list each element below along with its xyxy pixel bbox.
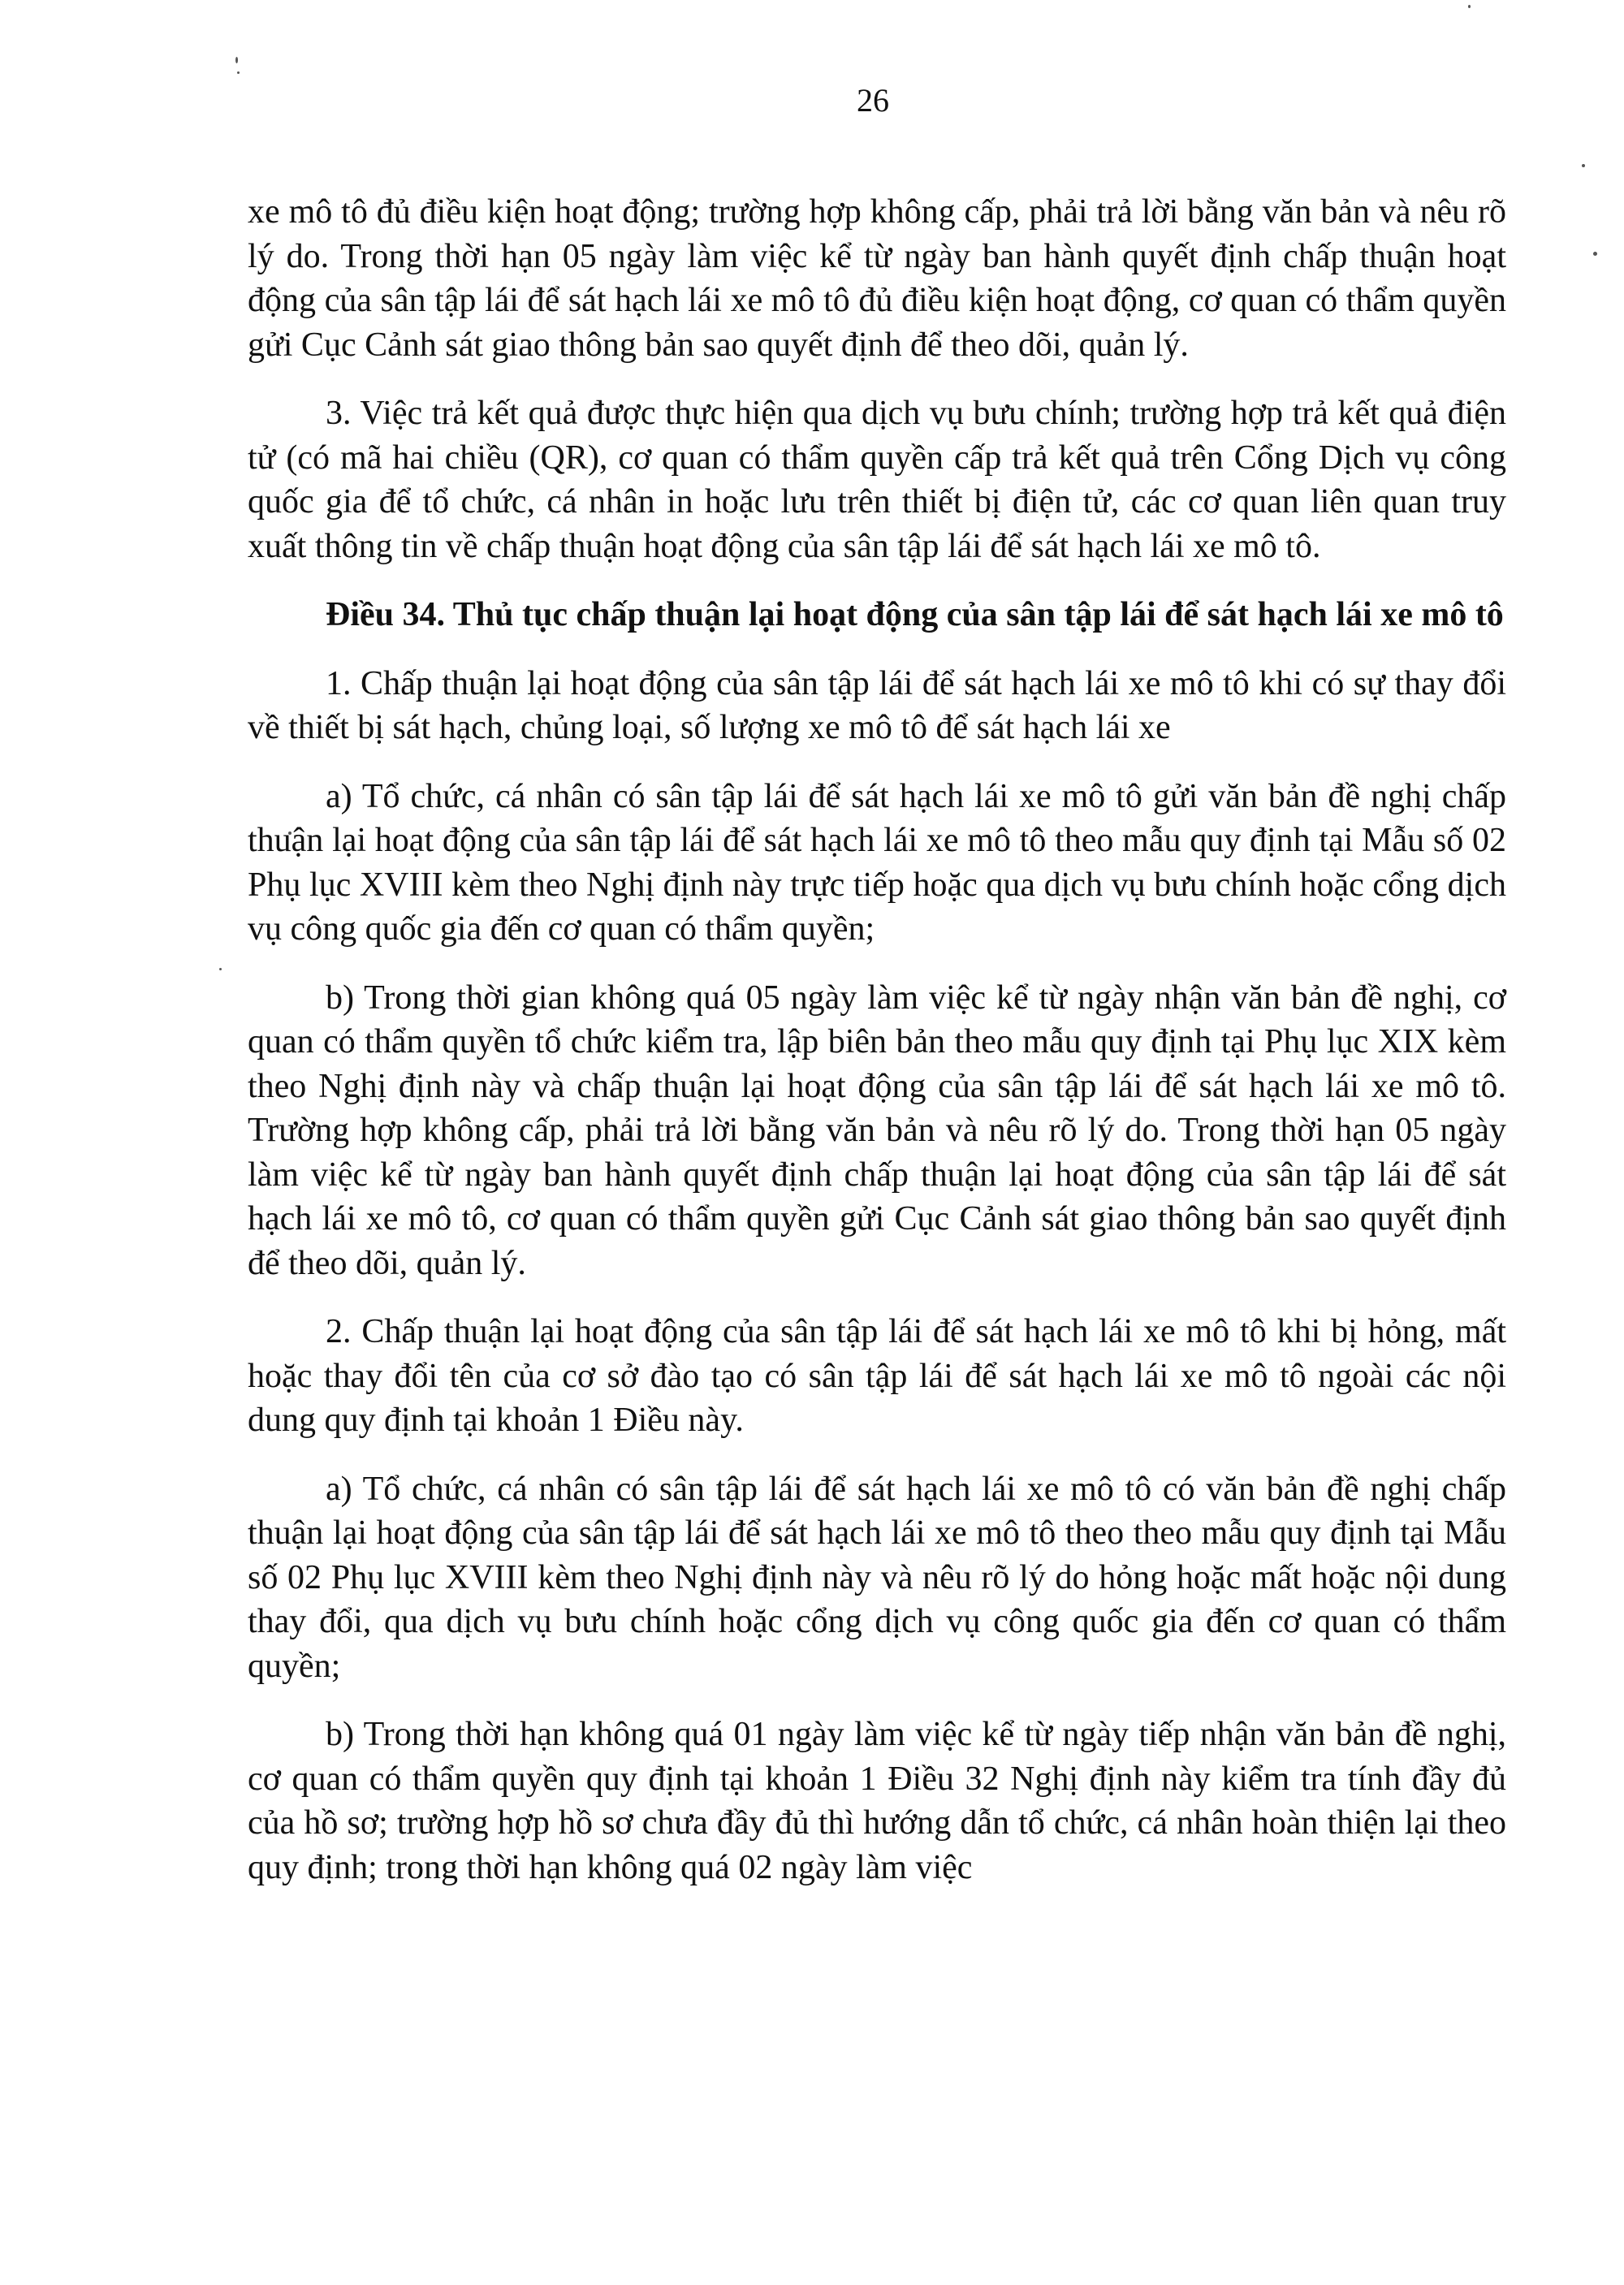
paragraph-clause-1: 1. Chấp thuận lại hoạt động của sân tập lái để sát hạch lái xe mô tô khi có sự thay đổi về thiết bị sát hạch, chủng loại, số lượng xe mô tô để sát hạch lái xe [248,664,1506,746]
article-heading: Điều 34. Thủ tục chấp thuận lại hoạt động của sân tập lái để sát hạch lái xe mô tô [326,596,1504,633]
page-number: 26 [857,82,889,119]
paragraph-point-2a: a) Tổ chức, cá nhân có sân tập lái để sát hạch lái xe mô tô có văn bản đề nghị chấp thuận lại hoạt động của sân tập lái để sát hạch lái xe mô tô theo theo mẫu quy định tại Mẫu số 02 Phụ lục XVIII kèm theo Nghị định này và nêu rõ lý do hỏng hoặc mất hoặc nội dung thay đổi, qua dịch vụ bưu chính hoặc cổng dịch vụ công quốc gia đến cơ quan có thẩm quyền; [248,1470,1506,1685]
paragraph-point-1b: b) Trong thời gian không quá 05 ngày làm việc kể từ ngày nhận văn bản đề nghị, cơ quan có thẩm quyền tổ chức kiểm tra, lập biên bản theo mẫu quy định tại Phụ lục XIX kèm theo Nghị định này và chấp thuận lại hoạt động của sân tập lái để sát hạch lái xe mô tô. Trường hợp không cấp, phải trả lời bằng văn bản và nêu rõ lý do. Trong thời hạn 05 ngày làm việc kể từ ngày ban hành quyết định chấp thuận lại hoạt động của sân tập lái để sát hạch lái xe mô tô, cơ quan có thẩm quyền gửi Cục Cảnh sát giao thông bản sao quyết định để theo dõi, quản lý. [248,978,1506,1282]
scan-speck [1582,164,1585,167]
scan-speck [219,968,222,970]
paragraph-point-1a: a) Tổ chức, cá nhân có sân tập lái để sát hạch lái xe mô tô gửi văn bản đề nghị chấp thuận lại hoạt động của sân tập lái để sát hạch lái xe mô tô theo mẫu quy định tại Mẫu số 02 Phụ lục XVIII kèm theo Nghị định này trực tiếp hoặc qua dịch vụ bưu chính hoặc cổng dịch vụ công quốc gia đến cơ quan có thẩm quyền; [248,777,1506,948]
scan-speck [1593,252,1597,256]
paragraph-clause-3: 3. Việc trả kết quả được thực hiện qua dịch vụ bưu chính; trường hợp trả kết quả điện tử (có mã hai chiều (QR), cơ quan có thẩm quyền cấp trả kết quả trên Cổng Dịch vụ công quốc gia để tổ chức, cá nhân in hoặc lưu trên thiết bị điện tử, các cơ quan liên quan truy xuất thông tin về chấp thuận hoạt động của sân tập lái để sát hạch lái xe mô tô. [248,395,1506,565]
paragraph-continuation: xe mô tô đủ điều kiện hoạt động; trường hợp không cấp, phải trả lời bằng văn bản và nêu rõ lý do. Trong thời hạn 05 ngày làm việc kể từ ngày ban hành quyết định chấp thuận hoạt động của sân tập lái để sát hạch lái xe mô tô đủ điều kiện hoạt động, cơ quan có thẩm quyền gửi Cục Cảnh sát giao thông bản sao quyết định để theo dõi, quản lý. [248,193,1506,364]
scan-speck [1468,5,1471,8]
scan-speck [237,71,240,74]
paragraph-point-2b: b) Trong thời hạn không quá 01 ngày làm việc kể từ ngày tiếp nhận văn bản đề nghị, cơ quan có thẩm quyền quy định tại khoản 1 Điều 32 Nghị định này kiểm tra tính đầy đủ của hồ sơ; trường hợp hồ sơ chưa đầy đủ thì hướng dẫn tổ chức, cá nhân hoàn thiện lại theo quy định; trong thời hạn không quá 02 ngày làm việc [248,1716,1506,1886]
document-body [248,190,1506,1914]
paragraph-clause-2: 2. Chấp thuận lại hoạt động của sân tập lái để sát hạch lái xe mô tô khi bị hỏng, mất hoặc thay đổi tên của cơ sở đào tạo có sân tập lái để sát hạch lái xe mô tô ngoài các nội dung quy định tại khoản 1 Điều này. [248,1313,1506,1439]
scan-speck [235,57,238,63]
